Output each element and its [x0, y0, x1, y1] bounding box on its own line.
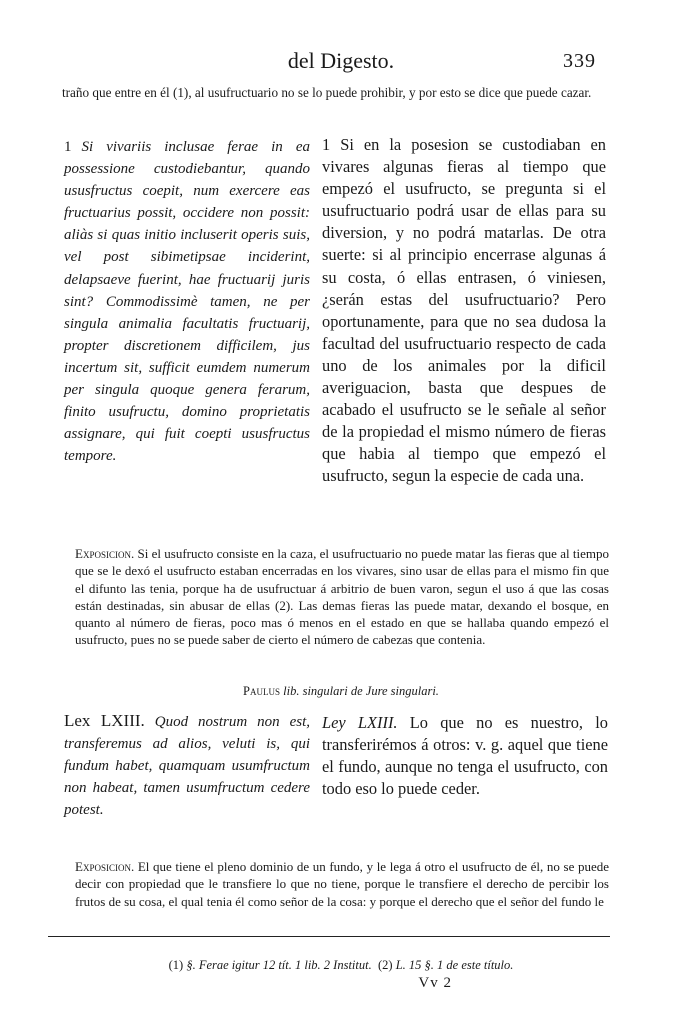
exposicion-2 [75, 858, 609, 910]
exposicion-label: Exposicion. [75, 859, 135, 874]
latin-text: Quod nostrum non est, transferemus ad alios, veluti is, qui fundum habet, quamquam usumfructum non habeat, tamen usumfructum cedere potest. [64, 714, 311, 819]
latin-paragraph-2 [64, 710, 310, 821]
exposicion-1 [75, 545, 609, 649]
footnote-2-mark: (2) [377, 958, 393, 972]
page-number: 339 [563, 50, 596, 72]
author-name: Paulus [243, 684, 281, 698]
signature-mark: Vv 2 [418, 975, 452, 991]
exposicion-label: Exposicion. [75, 546, 135, 561]
source-attribution [0, 684, 682, 699]
exposicion-text: El que tiene el pleno dominio de un fundo, y le lega á otro el usufructo de él, no se puede decir con propiedad que le transfiere lo que no tiene, porque le transfiere el derecho de percibir los frutos de su cosa, el qual tenia él como señor de la cosa: y porque el derecho que el señor del fundo le [75, 859, 610, 909]
running-head-title: del Digesto. [287, 48, 395, 73]
latin-paragraph-1 [64, 136, 310, 467]
continuation-text: traño que entre en él (1), al usufructuario no se lo puede prohibir, y por esto se dice que puede cazar. [62, 85, 592, 100]
footnotes [0, 958, 682, 973]
spanish-ley-heading: Ley LXIII. [322, 713, 398, 732]
footnote-1-mark: (1) [168, 958, 184, 972]
latin-lex-heading: Lex LXIII. [64, 711, 145, 730]
spanish-text: Si en la posesion se custodiaban en vivares algunas fieras al tiempo que empezó el usufructo, se pregunta si el usufructuario podrá usar de ellas para su diversion, y no podrá matarlas. De otra suerte: si al principio encerrase algunas á su costa, ó ellas entrasen, ó viniesen, ¿serán estas del usufructuario? Pero oportunamente, para que no sea dudosa la facultad del usufructuario respecto de cada uno de los animales por la dificil averiguacion, basta que despues de acabado el usufructo se le señale al señor de la propiedad el mismo número de fieras que habia al tiempo que empezó el usufructo, segun la especie de cada una. [322, 135, 606, 486]
spanish-text: Lo que no es nuestro, lo transferirémos á otros: v. g. aquel que tiene el fundo, aunque no tenga el usufructo, con todo eso lo puede ceder. [322, 713, 608, 799]
latin-paragraph-number: 1 [64, 139, 72, 155]
spanish-paragraph-number: 1 [322, 135, 331, 154]
footnote-1: §. Ferae igitur 12 tít. 1 lib. 2 Institut. [186, 958, 372, 972]
spanish-paragraph-2 [322, 712, 608, 800]
source-title: lib. singulari de Jure singulari. [283, 684, 439, 698]
spanish-paragraph-1 [322, 134, 606, 488]
footnote-rule [48, 936, 610, 937]
exposicion-text: Si el usufructo consiste en la caza, el usufructuario no puede matar las fieras que al tiempo que se le dexó el usufructo estaban encerradas en los vivares, sino usar de ellas para el mismo fin que el difunto las tenia, porque ha de usufructuar á arbitrio de buen varon, segun el uso á que las cosas están destinadas, sin abusar de ellas (2). Las demas fieras las puede matar, dexando el bosque, en quanto al número de fieras, poco mas ó menos en el estado en que se hallaba quando empezó el usufructo, pues no se puede saber de cierto el número de cabezas que contenia. [75, 546, 609, 648]
footnote-2: L. 15 §. 1 de este título. [395, 958, 514, 972]
latin-text: Si vivariis inclusae ferae in ea possessione custodiebantur, quando ususfructus coepit, num exercere eas fructuarius possit, occidere non possit: aliàs si quas initio incluserit operis suis, vel post sibimetipsae inciderint, delapsaeve fuerint, hae fructuarij juris sint? Commodissimè tamen, ne per singula animalia facultatis fructuarij, propter discretionem difficilem, jus incertum sit, sufficit eumdem numerum per singula quoque genera ferarum, finito usufructu, domino proprietatis assignare, qui fuit coepti ususfructus tempore. [64, 139, 310, 465]
